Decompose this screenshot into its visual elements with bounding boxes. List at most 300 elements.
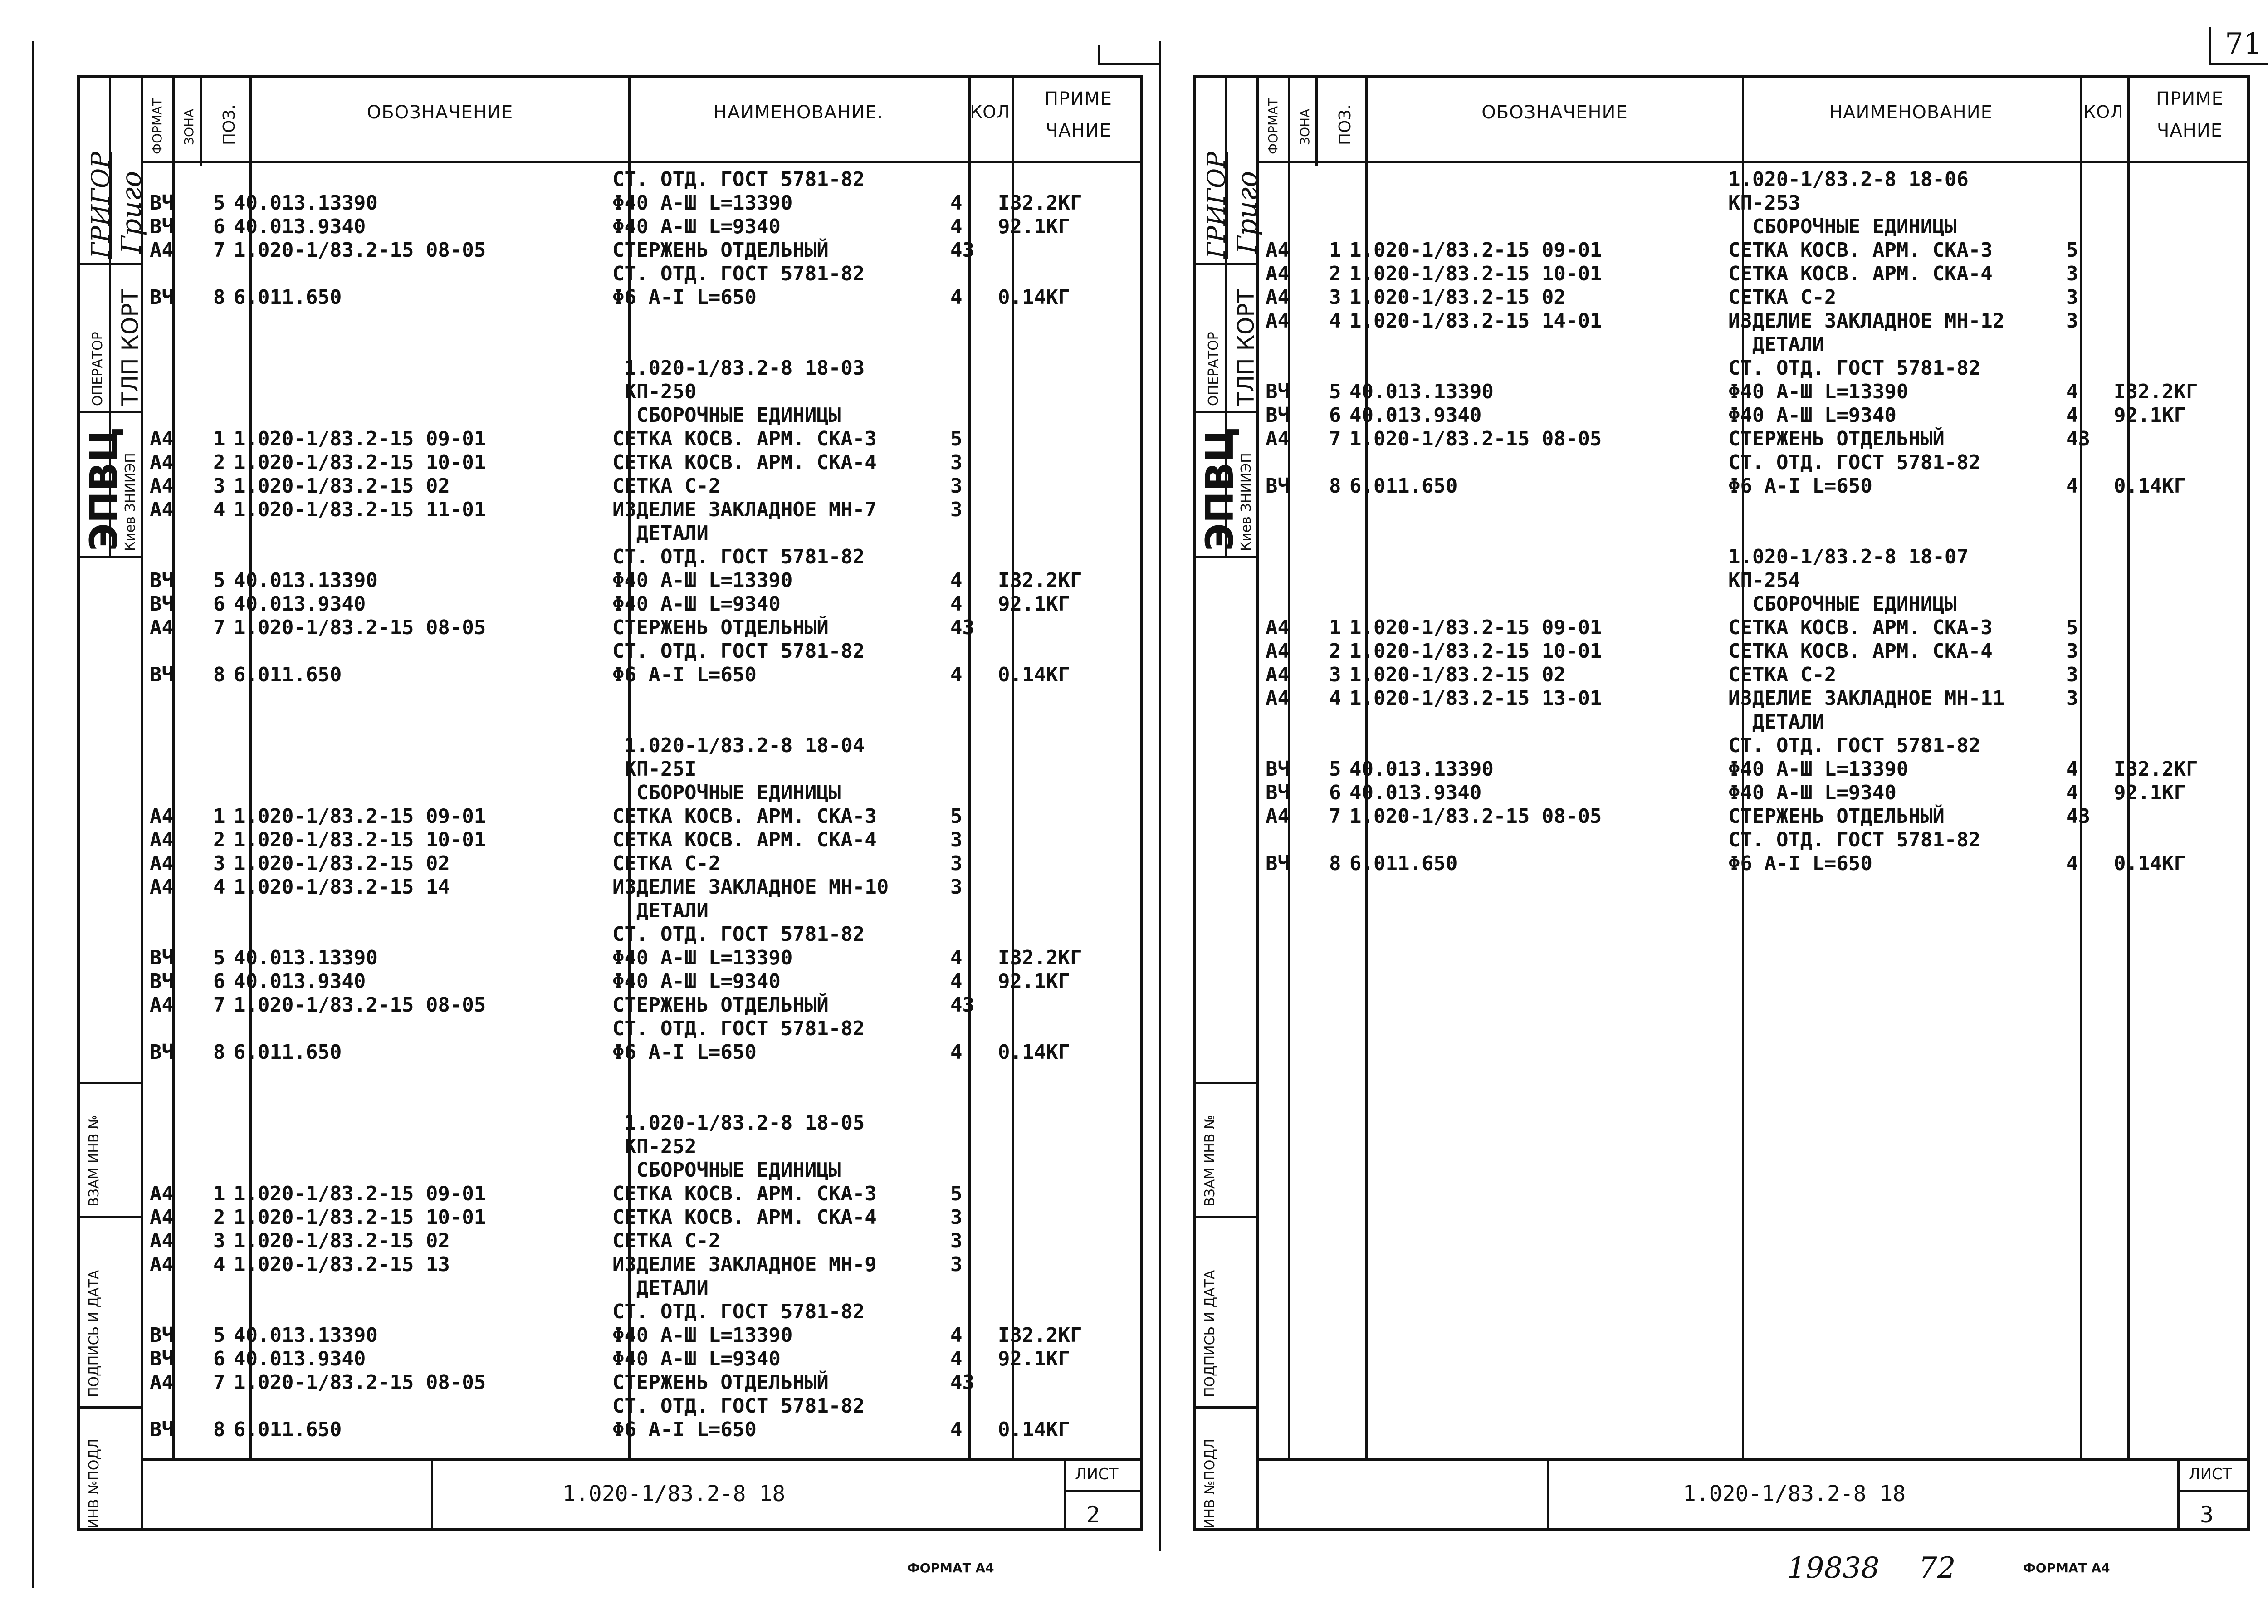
side-label-vzam: ВЗАМ ИНВ № xyxy=(86,1115,102,1207)
cell-qty: 3 xyxy=(2066,309,2078,333)
stamp-signature: Григо xyxy=(116,171,147,254)
cell-format: А4 xyxy=(150,239,174,262)
cell-format: ВЧ xyxy=(1266,781,1290,804)
cell-name: СТ. ОТД. ГОСТ 5781-82 xyxy=(612,1017,865,1040)
cell-name: Φ6 А-I L=650 xyxy=(612,663,757,686)
left-stamp-h3 xyxy=(77,556,143,558)
cell-name: СТ. ОТД. ГОСТ 5781-82 xyxy=(612,640,865,663)
cell-pos: 2 xyxy=(1329,262,1341,285)
cell-name: СТ. ОТД. ГОСТ 5781-82 xyxy=(612,923,865,946)
cell-name: КП-253 xyxy=(1728,191,1800,215)
hdr-format-right: ФОРМАТ xyxy=(1266,98,1281,154)
cell-qty: 4 xyxy=(950,663,963,686)
cell-qty: 3 xyxy=(2066,286,2078,309)
cell-designation: 40.013.13390 xyxy=(234,569,378,592)
cell-name: 1.020-1/83.2-8 18-06 xyxy=(1728,168,1969,191)
cell-note: 92.1КГ xyxy=(998,970,1070,993)
cell-name: СТЕРЖЕНЬ ОТДЕЛЬНЫЙ xyxy=(1728,805,1945,828)
cell-name: СТЕРЖЕНЬ ОТДЕЛЬНЫЙ xyxy=(612,616,829,639)
cell-name: Φ40 А-Ш L=13390 xyxy=(612,191,793,215)
sheet-label-left: ЛИСТ xyxy=(1075,1465,1119,1483)
cell-name: СЕТКА С-2 xyxy=(612,474,721,498)
cell-qty: 43 xyxy=(950,993,974,1017)
cell-format: А4 xyxy=(150,616,174,639)
cell-designation: 40.013.9340 xyxy=(1349,781,1482,804)
cell-format: А4 xyxy=(150,993,174,1017)
side-label-inv-right: ИНВ №ПОДЛ xyxy=(1202,1438,1218,1529)
cell-designation: 1.020-1/83.2-15 10-01 xyxy=(1349,640,1602,663)
cell-designation: 1.020-1/83.2-15 02 xyxy=(1349,286,1566,309)
left-title-sheet-box-l xyxy=(1064,1458,1066,1531)
cell-qty: 4 xyxy=(950,1418,963,1441)
cell-designation: 1.020-1/83.2-15 08-05 xyxy=(234,616,486,639)
cell-qty: 3 xyxy=(950,1206,963,1229)
cell-designation: 1.020-1/83.2-15 11-01 xyxy=(234,498,486,521)
right-title-sheet-box-h xyxy=(2177,1490,2250,1492)
cell-name: СЕТКА С-2 xyxy=(612,852,721,875)
top-edge-right xyxy=(2209,63,2268,65)
cell-qty: 3 xyxy=(950,828,963,851)
cell-note: 0.14КГ xyxy=(998,1418,1070,1441)
cell-qty: 5 xyxy=(950,805,963,828)
cell-format: А4 xyxy=(1266,640,1290,663)
cell-format: А4 xyxy=(150,876,174,899)
hdr-qty-right: КОЛ xyxy=(2083,102,2124,122)
left-col-line-qty xyxy=(1012,75,1014,1458)
cell-format: ВЧ xyxy=(150,569,174,592)
cell-designation: 1.020-1/83.2-15 09-01 xyxy=(234,805,486,828)
format-label-right: ФОРМАТ А4 xyxy=(2023,1560,2110,1575)
outer-left-edge xyxy=(32,41,34,1588)
cell-name: Φ40 А-Ш L=13390 xyxy=(1728,758,1909,781)
cell-format: А4 xyxy=(150,1182,174,1205)
stamp-author-right: ГРИГОР xyxy=(1202,152,1231,259)
stamp-org-sub: Киев ЗНИИЭП xyxy=(122,453,138,551)
cell-qty: 5 xyxy=(950,427,963,450)
cell-name: КП-252 xyxy=(612,1135,697,1158)
cell-format: А4 xyxy=(1266,286,1290,309)
cell-note: 0.14КГ xyxy=(998,1041,1070,1064)
right-col-line-zone xyxy=(1315,75,1318,166)
cell-pos: 6 xyxy=(213,215,225,238)
cell-format: А4 xyxy=(1266,427,1290,450)
right-header-bottom xyxy=(1256,161,2250,163)
cell-qty: 3 xyxy=(950,474,963,498)
cell-designation: 1.020-1/83.2-15 10-01 xyxy=(234,1206,486,1229)
cell-name: СЕТКА КОСВ. АРМ. СКА-3 xyxy=(612,805,877,828)
cell-pos: 1 xyxy=(213,427,225,450)
cell-designation: 1.020-1/83.2-15 09-01 xyxy=(1349,239,1602,262)
cell-name: СЕТКА КОСВ. АРМ. СКА-3 xyxy=(612,427,877,450)
right-stamp-h2 xyxy=(1193,411,1259,413)
cell-pos: 5 xyxy=(1329,758,1341,781)
hdr-note1-left: ПРИМЕ xyxy=(1045,88,1112,109)
hdr-note2-right: ЧАНИЕ xyxy=(2156,120,2223,141)
cell-qty: 4 xyxy=(950,286,963,309)
cell-designation: 1.020-1/83.2-15 09-01 xyxy=(234,1182,486,1205)
cell-format: А4 xyxy=(150,828,174,851)
cell-name: СТ. ОТД. ГОСТ 5781-82 xyxy=(1728,451,1981,474)
cell-name: Φ40 А-Ш L=9340 xyxy=(1728,781,1897,804)
cell-designation: 1.020-1/83.2-15 14-01 xyxy=(1349,309,1602,333)
cell-name: Φ40 А-Ш L=9340 xyxy=(612,592,781,616)
cell-pos: 3 xyxy=(1329,663,1341,686)
stamp-operator-label-right: ОПЕРАТОР xyxy=(1206,332,1222,406)
left-stamp-h5 xyxy=(77,1216,143,1218)
cell-designation: 40.013.9340 xyxy=(234,592,366,616)
cell-pos: 4 xyxy=(213,1253,225,1276)
cell-format: ВЧ xyxy=(1266,404,1290,427)
cell-pos: 3 xyxy=(1329,286,1341,309)
cell-pos: 3 xyxy=(213,852,225,875)
cell-name: СЕТКА КОСВ. АРМ. СКА-4 xyxy=(1728,640,1993,663)
cell-qty: 43 xyxy=(2066,805,2090,828)
cell-pos: 6 xyxy=(1329,404,1341,427)
page-number-top: 71 xyxy=(2225,27,2262,61)
cell-designation: 6.011.650 xyxy=(1349,474,1458,498)
cell-name: Φ40 А-Ш L=9340 xyxy=(612,215,781,238)
cell-designation: 1.020-1/83.2-15 08-05 xyxy=(234,239,486,262)
cell-qty: 4 xyxy=(2066,852,2078,875)
cell-pos: 5 xyxy=(213,946,225,969)
cell-name: СТ. ОТД. ГОСТ 5781-82 xyxy=(612,1300,865,1323)
cell-note: 92.1КГ xyxy=(2114,404,2186,427)
cell-name: КП-250 xyxy=(612,380,697,403)
cell-qty: 3 xyxy=(2066,262,2078,285)
cell-format: ВЧ xyxy=(150,191,174,215)
left-col-line-name xyxy=(968,75,971,1458)
cell-name: ДЕТАЛИ xyxy=(612,899,709,922)
cell-pos: 2 xyxy=(213,828,225,851)
cell-pos: 5 xyxy=(1329,380,1341,403)
cell-designation: 40.013.9340 xyxy=(234,1347,366,1370)
cell-format: А4 xyxy=(150,427,174,450)
cell-name: ИЗДЕЛИЕ ЗАКЛАДНОЕ МН-12 xyxy=(1728,309,2005,333)
cell-format: А4 xyxy=(1266,616,1290,639)
top-notch-left xyxy=(1098,45,1100,64)
hdr-note2-left: ЧАНИЕ xyxy=(1045,120,1112,141)
cell-name: СТЕРЖЕНЬ ОТДЕЛЬНЫЙ xyxy=(612,239,829,262)
cell-name: Φ6 А-I L=650 xyxy=(1728,852,1872,875)
cell-format: А4 xyxy=(1266,663,1290,686)
cell-qty: 4 xyxy=(2066,404,2078,427)
title-code-right: 1.020-1/83.2-8 18 xyxy=(1683,1481,1906,1507)
cell-pos: 1 xyxy=(213,805,225,828)
cell-name: СЕТКА КОСВ. АРМ. СКА-4 xyxy=(612,828,877,851)
cell-qty: 3 xyxy=(950,498,963,521)
cell-pos: 8 xyxy=(213,286,225,309)
cell-pos: 7 xyxy=(213,1371,225,1394)
cell-name: 1.020-1/83.2-8 18-05 xyxy=(612,1111,865,1135)
cell-pos: 8 xyxy=(1329,474,1341,498)
cell-pos: 7 xyxy=(213,993,225,1017)
cell-format: А4 xyxy=(1266,262,1290,285)
cell-pos: 8 xyxy=(213,663,225,686)
cell-designation: 1.020-1/83.2-15 08-05 xyxy=(1349,427,1602,450)
cell-note: 92.1КГ xyxy=(998,215,1070,238)
cell-qty: 4 xyxy=(950,215,963,238)
cell-qty: 43 xyxy=(950,616,974,639)
cell-format: А4 xyxy=(150,1371,174,1394)
sheet-num-left: 2 xyxy=(1086,1502,1100,1528)
cell-note: I32.2КГ xyxy=(998,191,1082,215)
cell-pos: 4 xyxy=(213,876,225,899)
cell-format: А4 xyxy=(1266,309,1290,333)
side-label-vzam-right: ВЗАМ ИНВ № xyxy=(1202,1115,1218,1207)
cell-format: А4 xyxy=(150,805,174,828)
cell-qty: 4 xyxy=(2066,758,2078,781)
cell-note: I32.2КГ xyxy=(2114,380,2198,403)
cell-designation: 1.020-1/83.2-15 14 xyxy=(234,876,450,899)
left-title-divider xyxy=(431,1458,433,1531)
cell-qty: 5 xyxy=(2066,239,2078,262)
hdr-pos-left: ПОЗ. xyxy=(220,104,239,145)
cell-name: Φ40 А-Ш L=13390 xyxy=(612,1324,793,1347)
hdr-name-right: НАИМЕНОВАНИЕ xyxy=(1829,102,1993,123)
cell-designation: 40.013.9340 xyxy=(234,970,366,993)
cell-qty: 4 xyxy=(950,946,963,969)
sheet-label-right: ЛИСТ xyxy=(2189,1465,2232,1483)
cell-designation: 1.020-1/83.2-15 08-05 xyxy=(234,993,486,1017)
right-stamp-h5 xyxy=(1193,1216,1259,1218)
cell-qty: 43 xyxy=(950,1371,974,1394)
cell-note: I32.2КГ xyxy=(998,569,1082,592)
cell-note: I32.2КГ xyxy=(998,1324,1082,1347)
cell-pos: 5 xyxy=(213,569,225,592)
cell-note: 92.1КГ xyxy=(998,1347,1070,1370)
cell-designation: 1.020-1/83.2-15 08-05 xyxy=(234,1371,486,1394)
cell-qty: 4 xyxy=(2066,474,2078,498)
cell-note: 0.14КГ xyxy=(2114,474,2186,498)
cell-format: ВЧ xyxy=(150,215,174,238)
side-label-inv: ИНВ №ПОДЛ xyxy=(86,1438,102,1529)
cell-pos: 7 xyxy=(213,616,225,639)
cell-pos: 6 xyxy=(1329,781,1341,804)
left-stamp-h1 xyxy=(77,263,143,265)
cell-name: СТ. ОТД. ГОСТ 5781-82 xyxy=(612,262,865,285)
cell-format: А4 xyxy=(150,451,174,474)
cell-pos: 3 xyxy=(213,1229,225,1252)
cell-name: ДЕТАЛИ xyxy=(612,1277,709,1300)
cell-pos: 6 xyxy=(213,592,225,616)
cell-designation: 1.020-1/83.2-15 02 xyxy=(234,1229,450,1252)
cell-format: ВЧ xyxy=(1266,380,1290,403)
cell-note: 92.1КГ xyxy=(998,592,1070,616)
cell-note: I32.2КГ xyxy=(2114,758,2198,781)
cell-designation: 1.020-1/83.2-15 10-01 xyxy=(1349,262,1602,285)
handwritten-number-2: 72 xyxy=(1919,1551,1956,1585)
hdr-designation-left: ОБОЗНАЧЕНИЕ xyxy=(367,102,513,123)
cell-pos: 7 xyxy=(213,239,225,262)
side-label-podpis: ПОДПИСЬ И ДАТА xyxy=(86,1270,102,1397)
cell-pos: 4 xyxy=(1329,687,1341,710)
stamp-org-right: ЭПВЦ xyxy=(1198,427,1242,551)
cell-format: ВЧ xyxy=(150,286,174,309)
cell-qty: 3 xyxy=(950,1253,963,1276)
cell-name: СБОРОЧНЫЕ ЕДИНИЦЫ xyxy=(612,781,841,804)
right-title-sheet-box-l xyxy=(2177,1458,2180,1531)
cell-name: КП-25I xyxy=(612,758,697,781)
right-stamp-h6 xyxy=(1193,1406,1259,1409)
cell-name: ДЕТАЛИ xyxy=(1728,333,1824,356)
cell-designation: 1.020-1/83.2-15 02 xyxy=(234,852,450,875)
cell-pos: 7 xyxy=(1329,427,1341,450)
side-label-podpis-right: ПОДПИСЬ И ДАТА xyxy=(1202,1270,1218,1397)
cell-name: СЕТКА С-2 xyxy=(1728,286,1837,309)
stamp-signature-right: Григо xyxy=(1232,171,1263,254)
cell-name: СЕТКА КОСВ. АРМ. СКА-4 xyxy=(612,451,877,474)
cell-format: А4 xyxy=(150,498,174,521)
cell-name: СТ. ОТД. ГОСТ 5781-82 xyxy=(612,545,865,568)
cell-name: Φ6 А-I L=650 xyxy=(1728,474,1872,498)
cell-qty: 4 xyxy=(950,569,963,592)
cell-format: А4 xyxy=(1266,239,1290,262)
cell-name: Φ40 А-Ш L=9340 xyxy=(612,1347,781,1370)
cell-name: СТ. ОТД. ГОСТ 5781-82 xyxy=(1728,357,1981,380)
cell-pos: 4 xyxy=(1329,309,1341,333)
cell-designation: 1.020-1/83.2-15 02 xyxy=(234,474,450,498)
cell-format: ВЧ xyxy=(150,1041,174,1064)
cell-name: СТ. ОТД. ГОСТ 5781-82 xyxy=(612,168,865,191)
cell-qty: 3 xyxy=(950,852,963,875)
cell-qty: 43 xyxy=(950,239,974,262)
cell-name: СТ. ОТД. ГОСТ 5781-82 xyxy=(612,1394,865,1418)
cell-format: ВЧ xyxy=(150,946,174,969)
left-title-sheet-box-h xyxy=(1064,1490,1143,1492)
cell-designation: 6.011.650 xyxy=(1349,852,1458,875)
hdr-name-left: НАИМЕНОВАНИЕ. xyxy=(713,102,884,123)
stamp-operator: ТЛП КОРТ xyxy=(117,289,143,406)
top-edge-left xyxy=(1098,63,1161,65)
cell-name: СБОРОЧНЫЕ ЕДИНИЦЫ xyxy=(1728,215,1957,238)
title-code-left: 1.020-1/83.2-8 18 xyxy=(562,1481,786,1507)
cell-note: 0.14КГ xyxy=(998,286,1070,309)
cell-name: ДЕТАЛИ xyxy=(612,522,709,545)
cell-format: ВЧ xyxy=(150,663,174,686)
cell-designation: 6.011.650 xyxy=(234,1418,342,1441)
cell-designation: 1.020-1/83.2-15 09-01 xyxy=(1349,616,1602,639)
cell-name: СТЕРЖЕНЬ ОТДЕЛЬНЫЙ xyxy=(612,993,829,1017)
cell-pos: 8 xyxy=(1329,852,1341,875)
cell-name: СЕТКА КОСВ. АРМ. СКА-3 xyxy=(612,1182,877,1205)
cell-designation: 40.013.13390 xyxy=(234,946,378,969)
cell-designation: 1.020-1/83.2-15 10-01 xyxy=(234,451,486,474)
cell-format: А4 xyxy=(1266,687,1290,710)
hdr-pos-right: ПОЗ. xyxy=(1336,104,1354,145)
cell-format: ВЧ xyxy=(150,1347,174,1370)
cell-note: 0.14КГ xyxy=(998,663,1070,686)
cell-format: ВЧ xyxy=(150,1324,174,1347)
top-notch-right xyxy=(2209,27,2211,64)
cell-qty: 4 xyxy=(2066,781,2078,804)
cell-qty: 4 xyxy=(950,1041,963,1064)
cell-pos: 5 xyxy=(213,191,225,215)
cell-format: А4 xyxy=(150,1253,174,1276)
cell-qty: 3 xyxy=(950,451,963,474)
cell-name: Φ40 А-Ш L=9340 xyxy=(612,970,781,993)
sheet-num-right: 3 xyxy=(2200,1502,2214,1528)
cell-name: СЕТКА КОСВ. АРМ. СКА-4 xyxy=(1728,262,1993,285)
cell-name: 1.020-1/83.2-8 18-07 xyxy=(1728,545,1969,568)
cell-format: ВЧ xyxy=(1266,852,1290,875)
cell-designation: 40.013.13390 xyxy=(234,1324,378,1347)
cell-qty: 4 xyxy=(950,191,963,215)
left-stamp-h6 xyxy=(77,1406,143,1409)
cell-note: 0.14КГ xyxy=(2114,852,2186,875)
cell-qty: 3 xyxy=(2066,663,2078,686)
left-header-bottom xyxy=(141,161,1143,163)
cell-name: ИЗДЕЛИЕ ЗАКЛАДНОЕ МН-10 xyxy=(612,876,889,899)
cell-name: СТ. ОТД. ГОСТ 5781-82 xyxy=(1728,734,1981,757)
cell-format: ВЧ xyxy=(1266,758,1290,781)
cell-format: ВЧ xyxy=(1266,474,1290,498)
cell-designation: 40.013.13390 xyxy=(1349,758,1494,781)
left-stamp-h4 xyxy=(77,1082,143,1084)
cell-pos: 3 xyxy=(213,474,225,498)
cell-designation: 1.020-1/83.2-15 08-05 xyxy=(1349,805,1602,828)
format-label-left: ФОРМАТ А4 xyxy=(907,1560,994,1575)
cell-name: 1.020-1/83.2-8 18-04 xyxy=(612,734,865,757)
cell-name: СЕТКА С-2 xyxy=(1728,663,1837,686)
cell-qty: 4 xyxy=(2066,380,2078,403)
cell-designation: 6.011.650 xyxy=(234,663,342,686)
cell-name: СТЕРЖЕНЬ ОТДЕЛЬНЫЙ xyxy=(612,1371,829,1394)
cell-pos: 2 xyxy=(213,1206,225,1229)
cell-qty: 43 xyxy=(2066,427,2090,450)
hdr-zone-right: ЗОНА xyxy=(1297,108,1312,145)
cell-qty: 5 xyxy=(2066,616,2078,639)
right-title-divider xyxy=(1547,1458,1549,1531)
cell-pos: 7 xyxy=(1329,805,1341,828)
cell-name: Φ40 А-Ш L=13390 xyxy=(1728,380,1909,403)
left-col-line-zone xyxy=(200,75,202,166)
cell-pos: 1 xyxy=(213,1182,225,1205)
cell-name: ИЗДЕЛИЕ ЗАКЛАДНОЕ МН-11 xyxy=(1728,687,2005,710)
cell-format: ВЧ xyxy=(150,592,174,616)
cell-name: СЕТКА С-2 xyxy=(612,1229,721,1252)
cell-name: Φ40 А-Ш L=13390 xyxy=(612,946,793,969)
cell-pos: 4 xyxy=(213,498,225,521)
hdr-zone-left: ЗОНА xyxy=(181,108,196,145)
hdr-note1-right: ПРИМЕ xyxy=(2156,88,2224,109)
cell-designation: 6.011.650 xyxy=(234,1041,342,1064)
stamp-org: ЭПВЦ xyxy=(82,427,126,551)
cell-qty: 3 xyxy=(950,876,963,899)
cell-format: А4 xyxy=(150,852,174,875)
hdr-designation-right: ОБОЗНАЧЕНИЕ xyxy=(1481,102,1628,123)
cell-pos: 2 xyxy=(213,451,225,474)
stamp-author: ГРИГОР xyxy=(86,152,115,259)
cell-qty: 3 xyxy=(2066,687,2078,710)
cell-designation: 1.020-1/83.2-15 13 xyxy=(234,1253,450,1276)
cell-format: ВЧ xyxy=(150,1418,174,1441)
cell-name: 1.020-1/83.2-8 18-03 xyxy=(612,357,865,380)
cell-designation: 1.020-1/83.2-15 13-01 xyxy=(1349,687,1602,710)
right-col-line-name xyxy=(2080,75,2082,1458)
cell-name: ДЕТАЛИ xyxy=(1728,710,1824,734)
cell-designation: 1.020-1/83.2-15 10-01 xyxy=(234,828,486,851)
cell-designation: 40.013.9340 xyxy=(1349,404,1482,427)
cell-qty: 3 xyxy=(950,1229,963,1252)
cell-pos: 8 xyxy=(213,1418,225,1441)
cell-name: КП-254 xyxy=(1728,569,1800,592)
cell-pos: 6 xyxy=(213,1347,225,1370)
right-title-top xyxy=(1256,1458,2250,1461)
left-stamp-h2 xyxy=(77,411,143,413)
cell-name: СЕТКА КОСВ. АРМ. СКА-3 xyxy=(1728,616,1993,639)
cell-name: СБОРОЧНЫЕ ЕДИНИЦЫ xyxy=(1728,592,1957,616)
cell-format: А4 xyxy=(150,1229,174,1252)
